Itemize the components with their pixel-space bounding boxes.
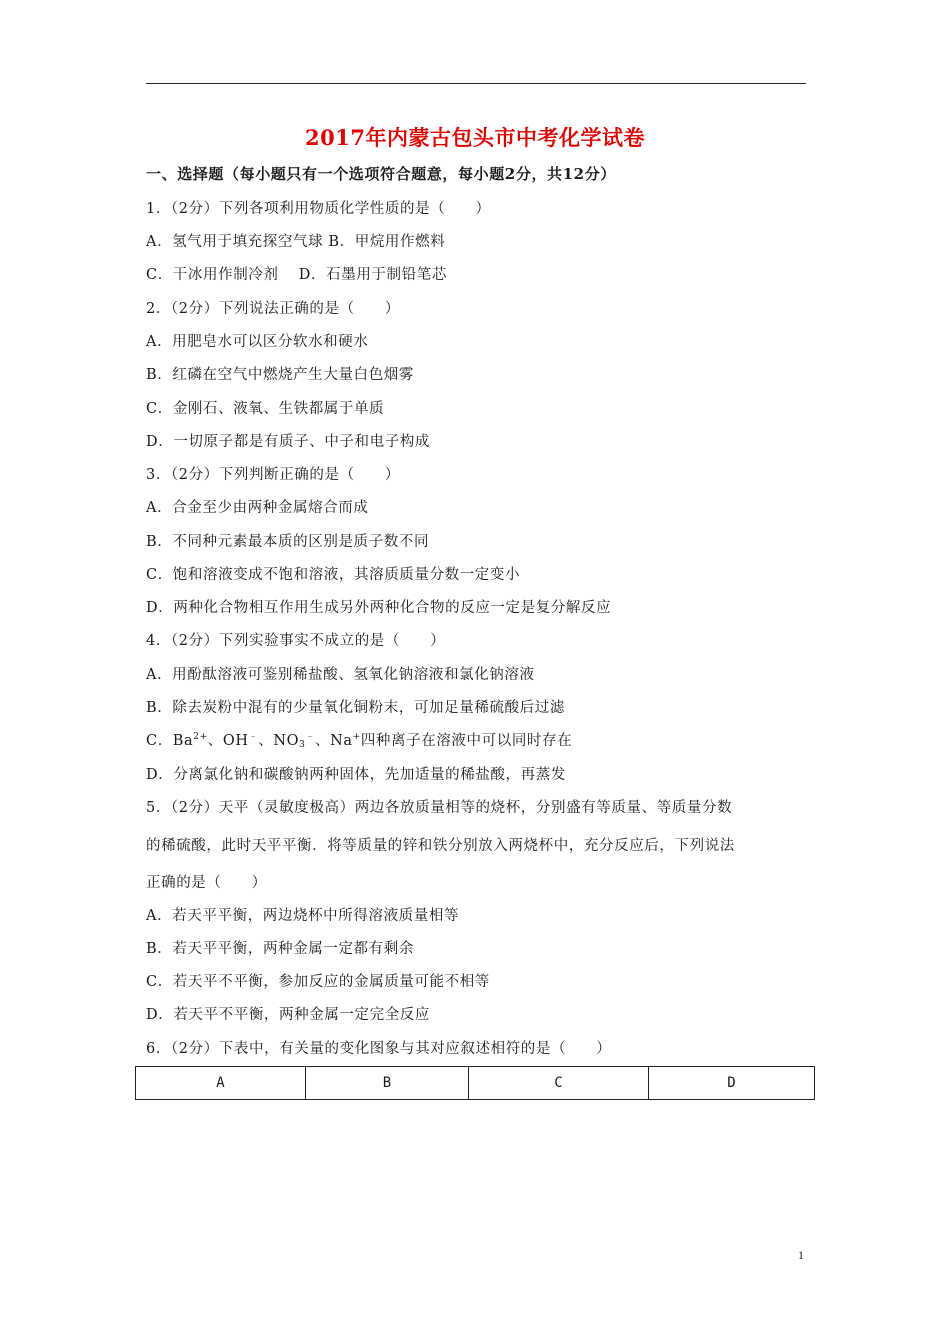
q5-stem-line1: 5．（2分）天平（灵敏度极高）两边各放质量相等的烧杯，分别盛有等质量、等质量分数	[146, 800, 733, 816]
q5-option-a: A．若天平平衡，两边烧杯中所得溶液质量相等	[146, 908, 460, 924]
q2-stem: 2．（2分）下列说法正确的是（ ）	[146, 301, 400, 317]
q4-option-a: A．用酚酞溶液可鉴别稀盐酸、氢氧化钠溶液和氯化钠溶液	[146, 667, 535, 683]
q5-option-c: C．若天平不平衡，参加反应的金属质量可能不相等	[146, 974, 490, 990]
header-rule	[146, 83, 806, 84]
q3-option-c: C．饱和溶液变成不饱和溶液，其溶质质量分数一定变小	[146, 567, 521, 583]
q5-stem-line2: 的稀硫酸，此时天平平衡．将等质量的锌和铁分别放入两烧杯中，充分反应后，下列说法	[146, 838, 735, 854]
q3-option-a: A．合金至少由两种金属熔合而成	[146, 500, 369, 516]
q1-stem: 1．（2分）下列各项利用物质化学性质的是（ ）	[146, 201, 491, 217]
table-row	[136, 1067, 815, 1100]
q2-option-c: C．金刚石、液氧、生铁都属于单质	[146, 401, 385, 417]
section-heading: 一、选择题（每小题只有一个选项符合题意，每小题2分，共12分）	[146, 165, 616, 183]
q5-stem-line3: 正确的是（ ）	[146, 875, 267, 891]
q1-options-cd: C．干冰用作制冷剂 D．石墨用于制铅笔芯	[146, 267, 447, 283]
table-cell-a: A	[136, 1067, 306, 1100]
page-number: 1	[798, 1248, 804, 1262]
page-title: 2017年内蒙古包头市中考化学试卷	[305, 125, 645, 150]
q2-option-d: D．一切原子都是有质子、中子和电子构成	[146, 434, 431, 450]
table-cell-d: D	[649, 1067, 815, 1100]
q3-option-b: B．不同种元素最本质的区别是质子数不同	[146, 534, 430, 550]
table-cell-c: C	[469, 1067, 649, 1100]
q1-options-ab: A．氢气用于填充探空气球 B．甲烷用作燃料	[146, 234, 446, 250]
q5-option-b: B．若天平平衡，两种金属一定都有剩余	[146, 941, 414, 957]
q4-option-d: D．分离氯化钠和碳酸钠两种固体，先加适量的稀盐酸，再蒸发	[146, 767, 566, 783]
q3-stem: 3．（2分）下列判断正确的是（ ）	[146, 467, 400, 483]
table-cell-b: B	[306, 1067, 469, 1100]
q6-options-table	[135, 1066, 815, 1100]
q4-stem: 4．（2分）下列实验事实不成立的是（ ）	[146, 633, 446, 649]
q5-option-d: D．若天平不平衡，两种金属一定完全反应	[146, 1007, 431, 1023]
q2-option-a: A．用肥皂水可以区分软水和硬水	[146, 334, 369, 350]
q6-stem: 6．（2分）下表中，有关量的变化图象与其对应叙述相符的是（ ）	[146, 1041, 612, 1057]
q2-option-b: B．红磷在空气中燃烧产生大量白色烟雾	[146, 367, 414, 383]
q3-option-d: D．两种化合物相互作用生成另外两种化合物的反应一定是复分解反应	[146, 600, 612, 616]
q4-option-c: C．$Ba^{2+}$、OH﹣、$NO_3^﹣$、Na+四种离子在溶液中可以同时存在	[146, 732, 573, 750]
q4-option-b: B．除去炭粉中混有的少量氧化铜粉末，可加足量稀硫酸后过滤	[146, 700, 565, 716]
